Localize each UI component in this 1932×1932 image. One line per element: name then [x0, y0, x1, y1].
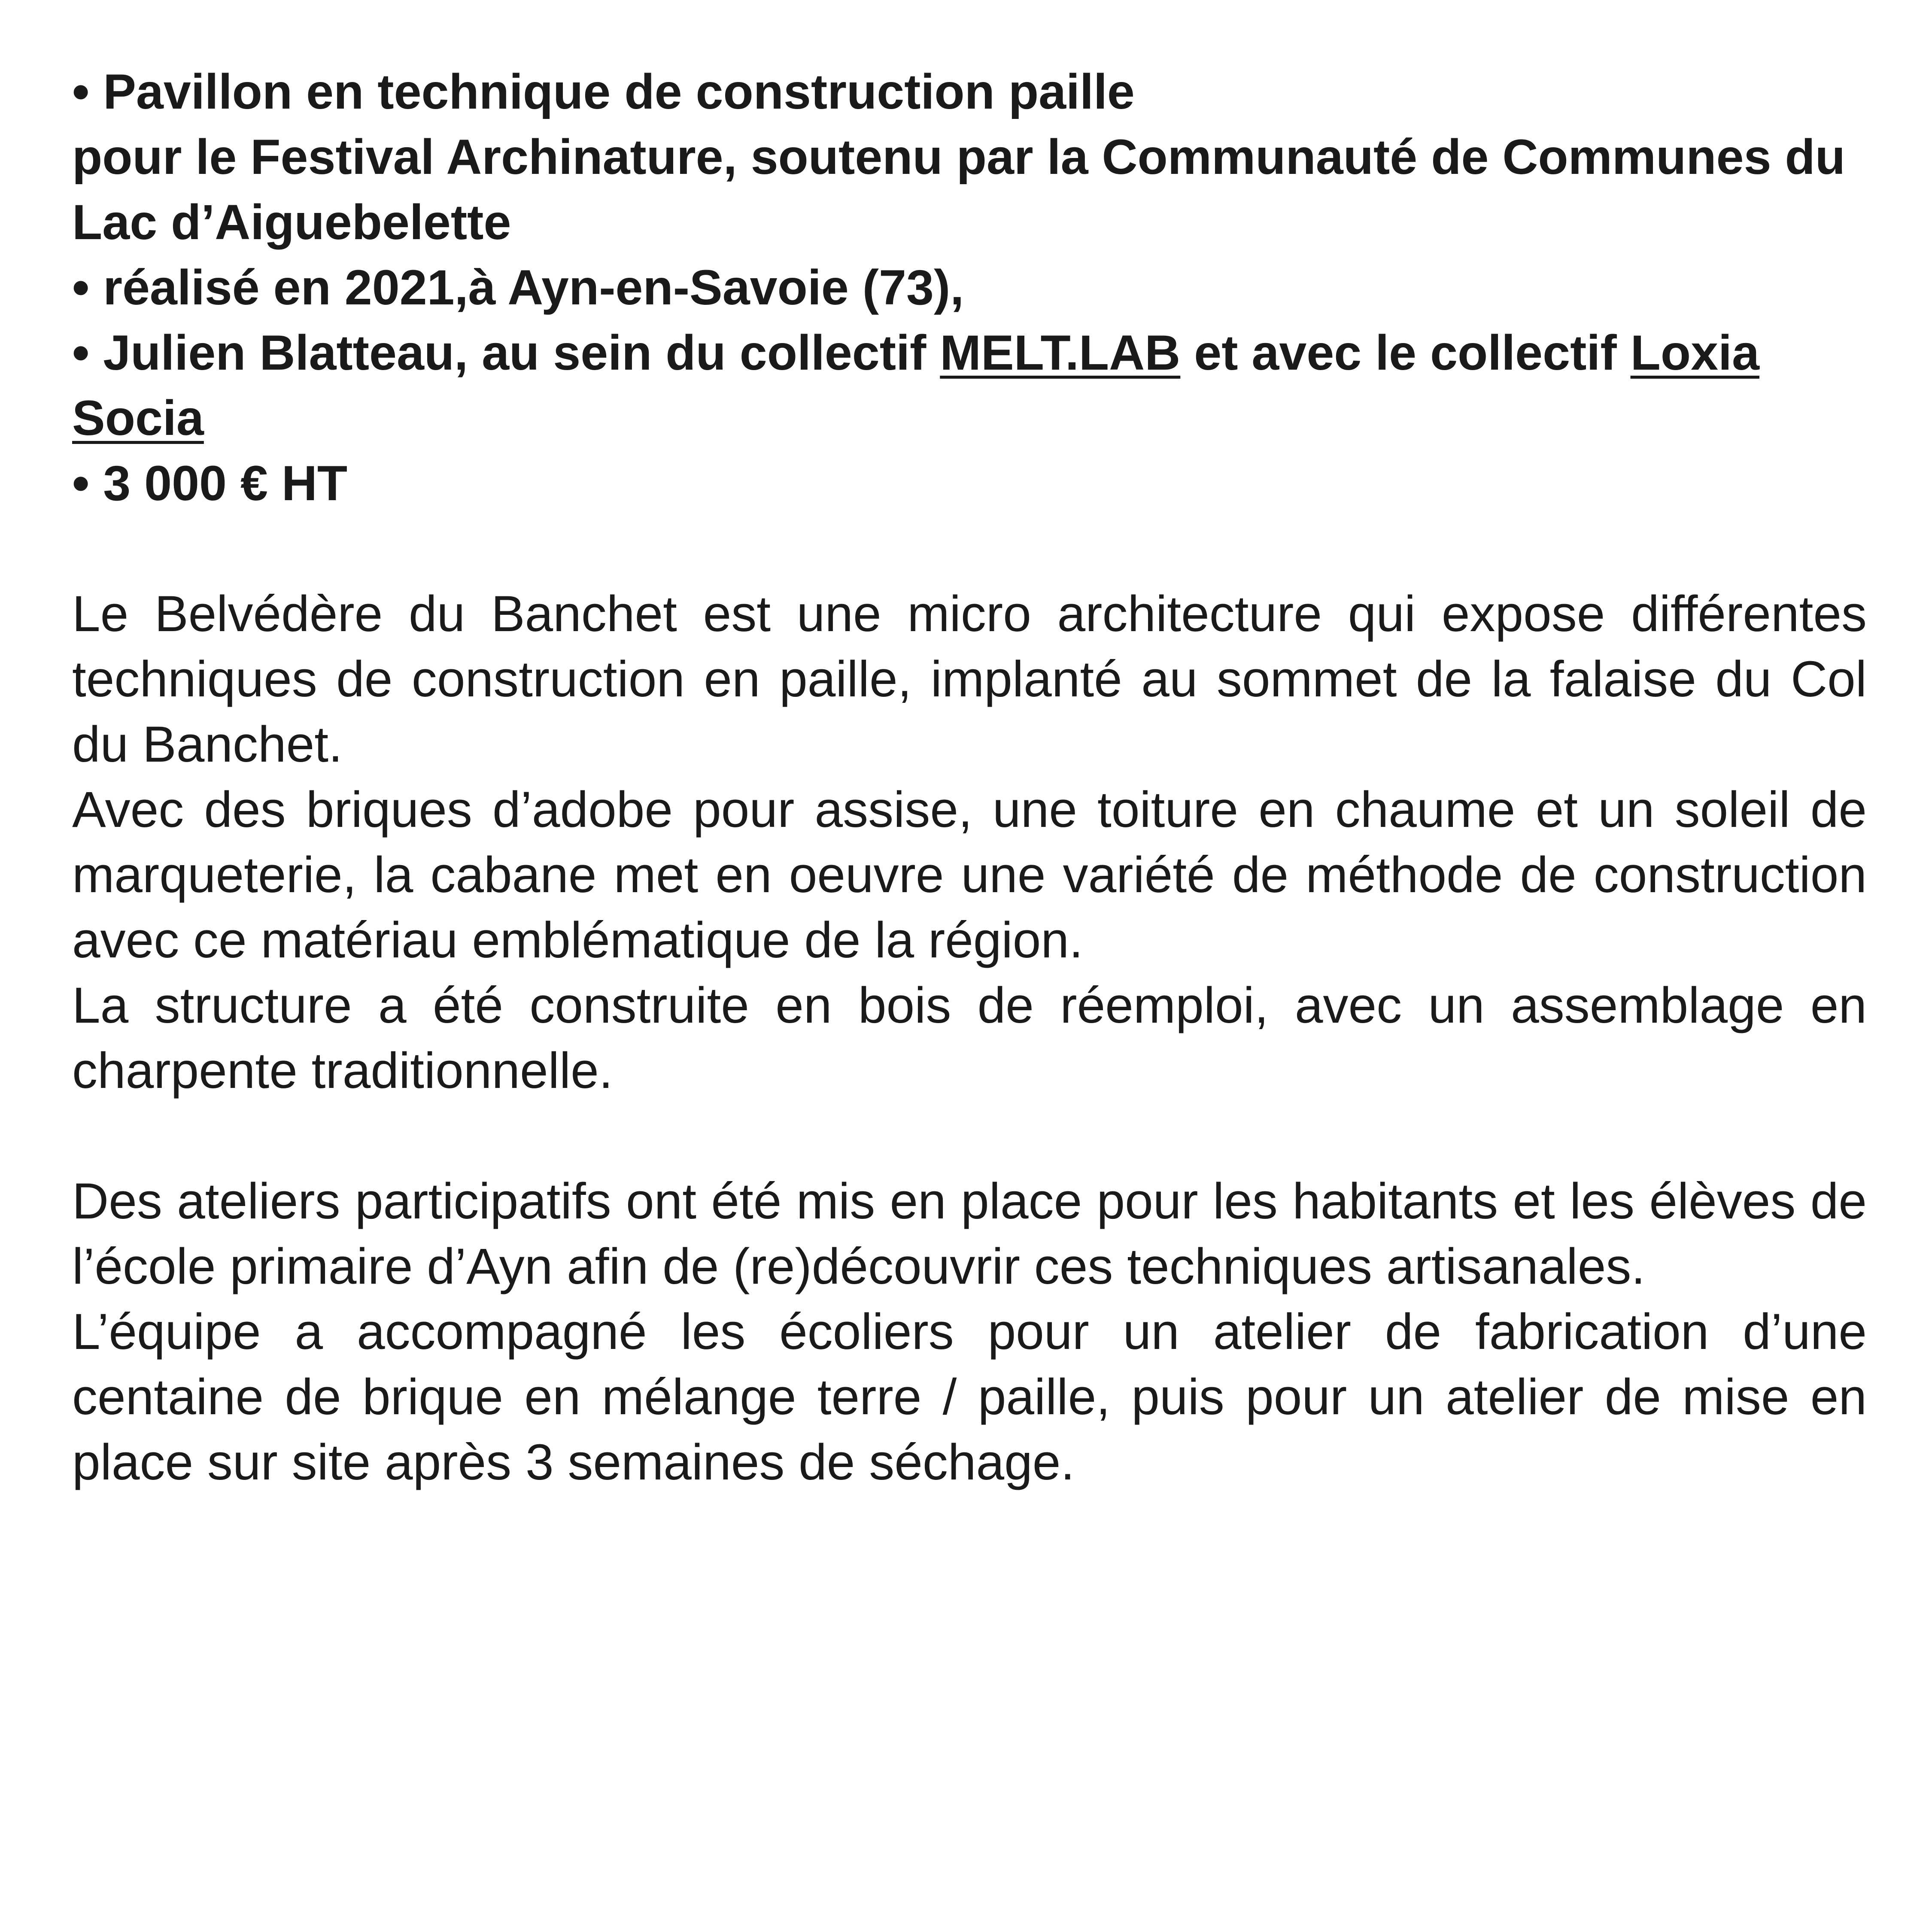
project-description	[72, 581, 1867, 1103]
project-team-prefix: • Julien Blatteau, au sein du collectif	[72, 325, 940, 380]
project-team	[72, 320, 1867, 451]
paragraph-intro: Le Belvédère du Banchet est une micro architecture qui expose différentes techniques de construction en paille, implanté au sommet de la falaise du Col du Banchet.	[72, 586, 1867, 773]
paragraph-materials: Avec des briques d’adobe pour assise, une toiture en chaume et un soleil de marqueterie, la cabane met en oeuvre une variété de méthode de construction avec ce matériau emblématique de la région.	[72, 781, 1867, 969]
project-date-location: • réalisé en 2021,à Ayn-en-Savoie (73),	[72, 260, 964, 315]
project-budget: • 3 000 € HT	[72, 456, 348, 511]
workshops-description	[72, 1169, 1867, 1495]
loxia-socia-link[interactable]: Loxia Socia	[72, 325, 1759, 446]
document-page	[72, 59, 1867, 1495]
project-title: • Pavillon en technique de construction paille	[72, 64, 1135, 119]
paragraph-workshops: Des ateliers participatifs ont été mis en place pour les habitants et les élèves de l’école primaire d’Ayn afin de (re)découvrir ces techniques artisanales.	[72, 1173, 1867, 1295]
spacer	[72, 516, 1867, 581]
paragraph-structure: La structure a été construite en bois de réemploi, avec un assemblage en charpente traditionnelle.	[72, 977, 1867, 1099]
project-header	[72, 59, 1867, 516]
project-team-middle: et avec le collectif	[1180, 325, 1631, 380]
spacer	[72, 1103, 1867, 1169]
melt-lab-link[interactable]: MELT.LAB	[940, 325, 1181, 380]
project-context: pour le Festival Archinature, soutenu par la Communauté de Communes du Lac d’Aiguebelette	[72, 130, 1846, 250]
paragraph-schoolchildren: L’équipe a accompagné les écoliers pour un atelier de fabrication d’une centaine de brique en mélange terre / paille, puis pour un atelier de mise en place sur site après 3 semaines de séchage.	[72, 1303, 1867, 1491]
